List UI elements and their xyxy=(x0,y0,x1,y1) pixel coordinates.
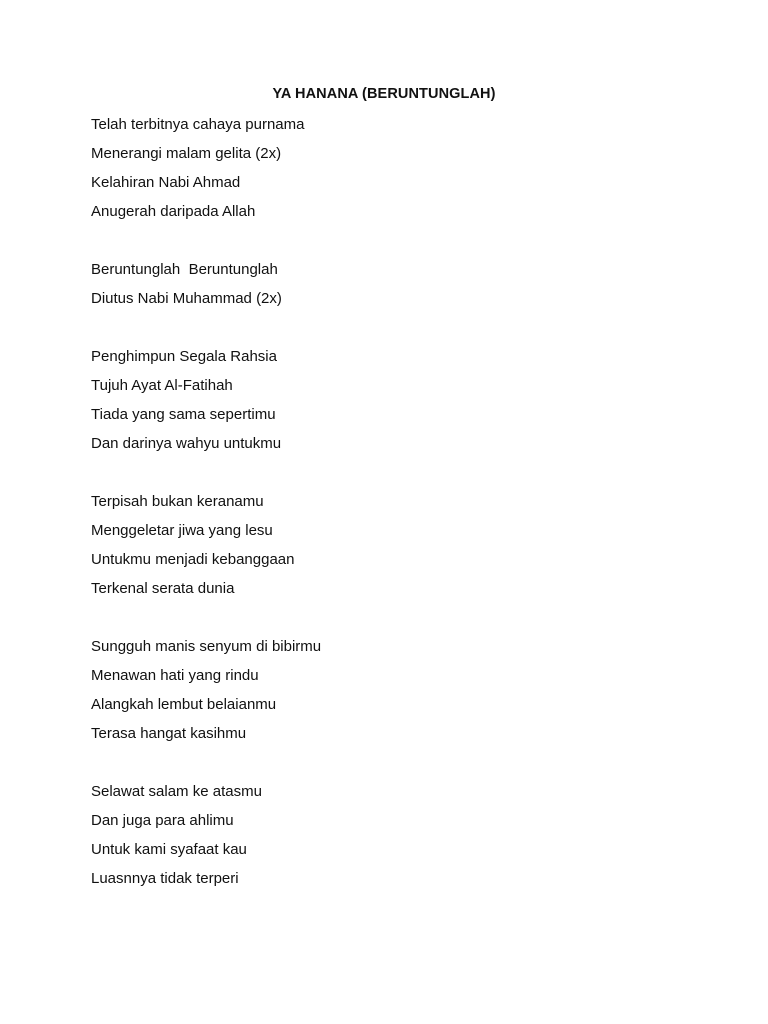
lyric-line: Terpisah bukan keranamu xyxy=(91,493,264,510)
lyric-line: Untukmu menjadi kebanggaan xyxy=(91,551,295,568)
lyric-line: Telah terbitnya cahaya purnama xyxy=(91,116,305,133)
lyric-line: Tiada yang sama sepertimu xyxy=(91,406,276,423)
lyric-line: Untuk kami syafaat kau xyxy=(91,841,247,858)
lyric-line: Menawan hati yang rindu xyxy=(91,667,259,684)
stanza-5 xyxy=(91,637,321,753)
stanza-1 xyxy=(91,115,321,231)
lyric-line: Menerangi malam gelita (2x) xyxy=(91,145,282,162)
page-title: YA HANANA (BERUNTUNGLAH) xyxy=(272,86,496,102)
lyric-line: Sungguh manis senyum di bibirmu xyxy=(91,638,322,655)
lyric-line: Selawat salam ke atasmu xyxy=(91,783,262,800)
lyric-line: Terkenal serata dunia xyxy=(91,580,235,597)
lyric-line: Luasnnya tidak terperi xyxy=(91,870,239,887)
lyric-line: Terasa hangat kasihmu xyxy=(91,725,247,742)
lyric-line: Menggeletar jiwa yang lesu xyxy=(91,522,273,539)
lyric-line: Anugerah daripada Allah xyxy=(91,203,256,220)
lyric-line: Beruntunglah Beruntunglah xyxy=(91,261,278,278)
stanza-3 xyxy=(91,347,321,463)
lyric-line: Dan darinya wahyu untukmu xyxy=(91,435,282,452)
stanza-6 xyxy=(91,782,321,898)
stanza-4 xyxy=(91,492,321,608)
lyric-line: Diutus Nabi Muhammad (2x) xyxy=(91,290,282,307)
lyric-line: Penghimpun Segala Rahsia xyxy=(91,348,277,365)
stanza-2 xyxy=(91,260,321,318)
lyric-line: Kelahiran Nabi Ahmad xyxy=(91,174,241,191)
lyric-line: Dan juga para ahlimu xyxy=(91,812,234,829)
lyric-line: Alangkah lembut belaianmu xyxy=(91,696,277,713)
lyric-line: Tujuh Ayat Al-Fatihah xyxy=(91,377,233,394)
lyrics-body xyxy=(91,115,321,927)
